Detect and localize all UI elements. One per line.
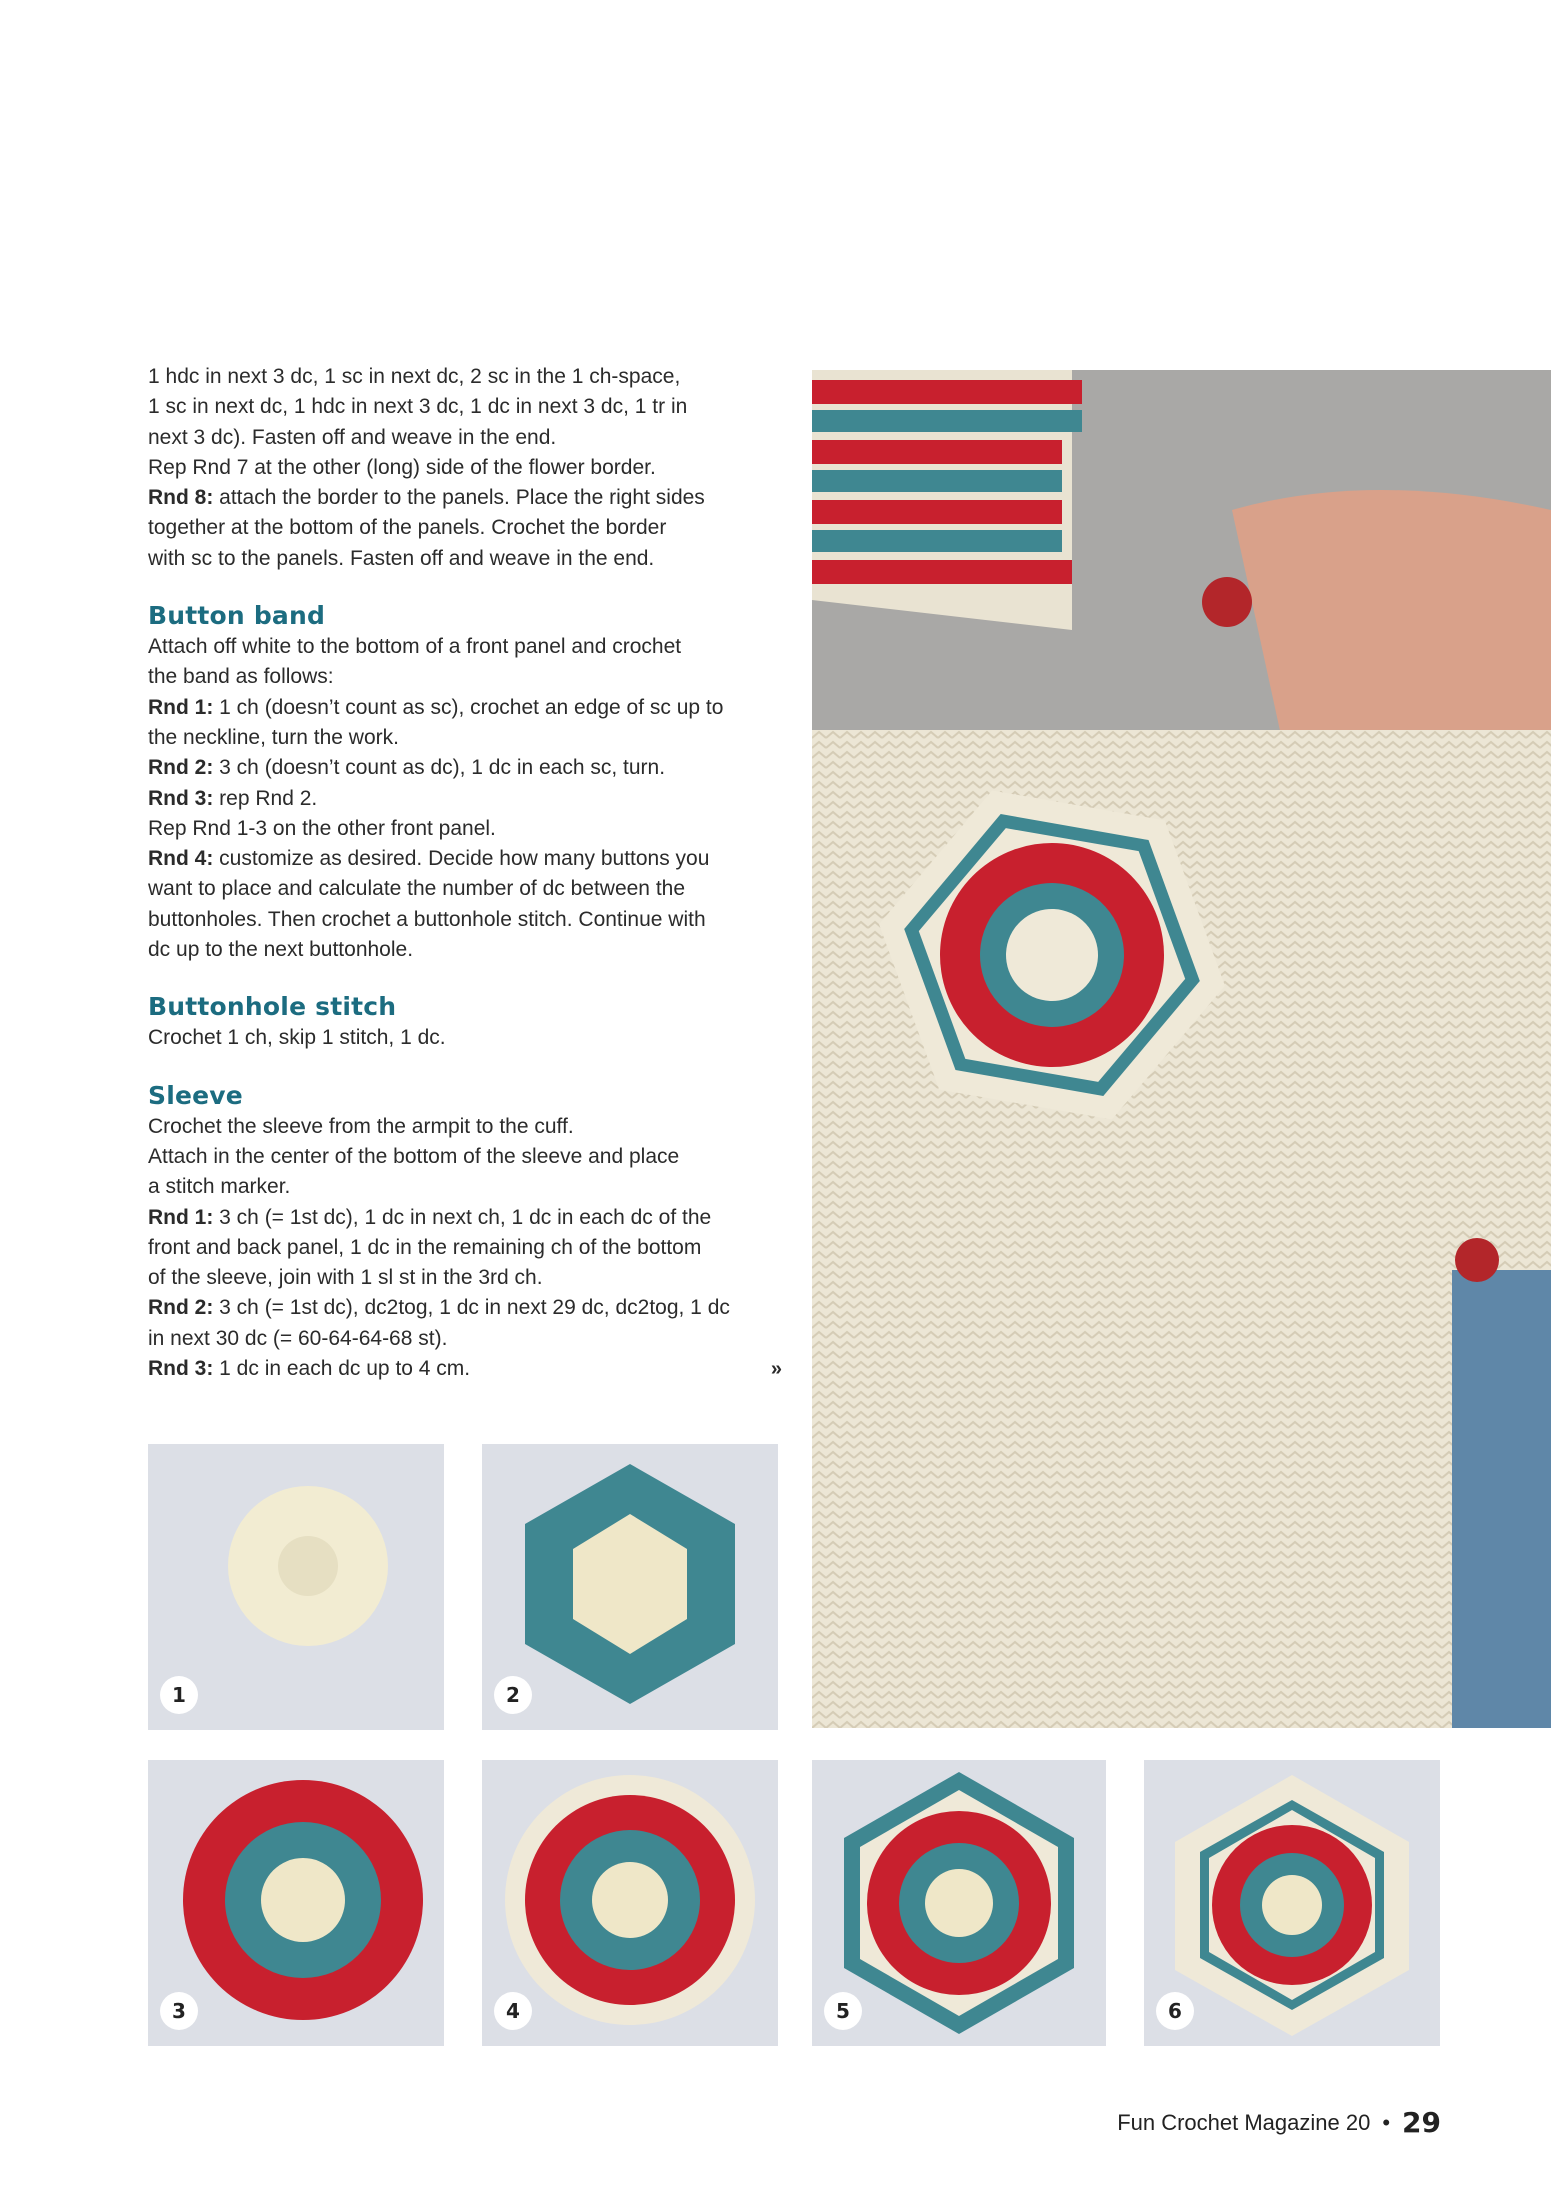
footer-bullet: • (1382, 2109, 1391, 2135)
rnd-label: Rnd 1: (148, 1205, 214, 1229)
sleeve-line: in next 30 dc (= 60-64-64-68 st). (148, 1326, 448, 1350)
button-band-line: Attach off white to the bottom of a front panel and crochet (148, 635, 682, 659)
sleeve-illustration (812, 370, 1551, 1728)
intro-line: 1 hdc in next 3 dc, 1 sc in next dc, 2 sc in the 1 ch-space, (148, 365, 681, 388)
rnd-label: Rnd 3: (148, 1357, 214, 1381)
rnd-text: 3 ch (doesn’t count as dc), 1 dc in each sc, turn. (213, 756, 666, 780)
button-band-line: Rep Rnd 1-3 on the other front panel. (148, 816, 496, 840)
step-photo-2 (482, 1444, 778, 1730)
button-icon (1455, 1238, 1499, 1282)
buttonhole-heading: Buttonhole stitch (148, 992, 397, 1022)
rnd8-line (148, 483, 788, 513)
sleeve-line: of the sleeve, join with 1 sl st in the 3rd ch. (148, 1266, 543, 1290)
magazine-title: Fun Crochet Magazine 20 (1117, 2109, 1371, 2135)
rnd-label: Rnd 3: (148, 786, 214, 810)
sleeve-line: a stitch marker. (148, 1175, 291, 1199)
rnd-text: 3 ch (= 1st dc), dc2tog, 1 dc in next 29 dc, dc2tog, 1 dc (213, 1296, 730, 1320)
button-band-line: want to place and calculate the number of dc between the (148, 877, 686, 901)
sleeve-rnd2 (148, 1293, 788, 1323)
text-column (148, 362, 788, 1384)
rnd8-line: with sc to the panels. Fasten off and weave in the end. (148, 546, 655, 570)
rnd-label: Rnd 4: (148, 847, 214, 871)
step-photo-5 (812, 1760, 1106, 2046)
step-badge: 1 (160, 1676, 198, 1714)
button-band-line: the band as follows: (148, 665, 334, 689)
step-photo-6 (1144, 1760, 1440, 2046)
button-band-rnd3 (148, 784, 788, 814)
rnd8-label: Rnd 8: (148, 486, 214, 510)
rnd-text: 3 ch (= 1st dc), 1 dc in next ch, 1 dc in each dc of the (213, 1205, 712, 1229)
step-photo-4 (482, 1760, 778, 2046)
button-band-line: buttonholes. Then crochet a buttonhole stitch. Continue with (148, 907, 706, 931)
rnd8-line: together at the bottom of the panels. Crochet the border (148, 516, 667, 540)
main-photo-sleeve (812, 370, 1551, 1728)
page-footer (1117, 2106, 1441, 2139)
button-band-line: dc up to the next buttonhole. (148, 938, 414, 962)
rnd-text: rep Rnd 2. (213, 786, 318, 810)
rnd-label: Rnd 2: (148, 1296, 214, 1320)
step-badge: 3 (160, 1992, 198, 2030)
button-band-rnd4 (148, 844, 788, 874)
rnd-text: 1 ch (doesn’t count as sc), crochet an edge of sc up to (213, 695, 724, 719)
sleeve-line: Crochet the sleeve from the armpit to the cuff. (148, 1114, 574, 1138)
page-number: 29 (1402, 2106, 1441, 2139)
step-badge: 4 (494, 1992, 532, 2030)
sleeve-rnd1 (148, 1203, 788, 1233)
buttonhole-text: Crochet 1 ch, skip 1 stitch, 1 dc. (148, 1026, 446, 1050)
step-photo-1 (148, 1444, 444, 1730)
continue-arrow-icon: » (770, 1358, 782, 1381)
rnd-text: customize as desired. Decide how many buttons you (213, 847, 710, 871)
button-band-rnd1 (148, 693, 788, 723)
step-badge: 6 (1156, 1992, 1194, 2030)
button-band-rnd2 (148, 753, 788, 783)
intro-line: Rep Rnd 7 at the other (long) side of the flower border. (148, 455, 656, 479)
step-badge: 2 (494, 1676, 532, 1714)
rnd8-text: attach the border to the panels. Place the right sides (213, 486, 705, 510)
rnd-label: Rnd 1: (148, 695, 214, 719)
sleeve-line: front and back panel, 1 dc in the remaining ch of the bottom (148, 1235, 702, 1259)
intro-line: next 3 dc). Fasten off and weave in the end. (148, 425, 557, 449)
sleeve-rnd3 (148, 1354, 788, 1384)
step-badge: 5 (824, 1992, 862, 2030)
rnd-text: 1 dc in each dc up to 4 cm. (213, 1357, 471, 1381)
sleeve-line: Attach in the center of the bottom of the sleeve and place (148, 1144, 680, 1168)
rnd-label: Rnd 2: (148, 756, 214, 780)
button-band-heading: Button band (148, 601, 326, 631)
button-band-line: the neckline, turn the work. (148, 725, 399, 749)
button-icon (1202, 577, 1252, 627)
step-photo-3 (148, 1760, 444, 2046)
sleeve-heading: Sleeve (148, 1080, 243, 1110)
intro-line: 1 sc in next dc, 1 hdc in next 3 dc, 1 dc in next 3 dc, 1 tr in (148, 395, 688, 419)
